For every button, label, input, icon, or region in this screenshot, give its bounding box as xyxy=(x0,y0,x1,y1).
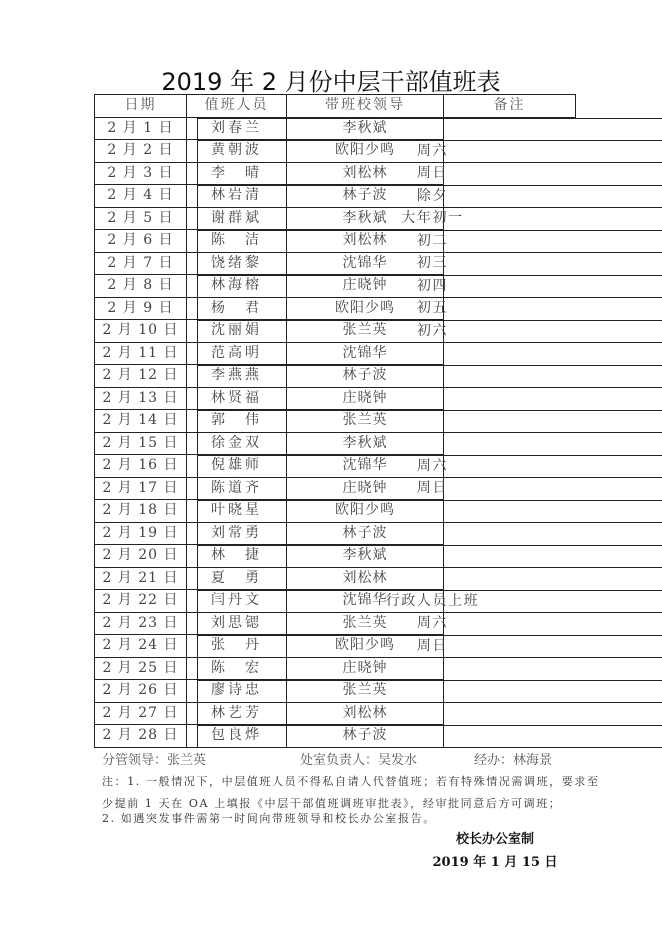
date-cell: 2 月 24 日 xyxy=(95,635,187,658)
header-leader: 带班校领导 xyxy=(287,95,444,118)
table-row xyxy=(95,657,576,680)
note-cell: 周日 xyxy=(197,162,662,186)
leader-cell: 林子波 xyxy=(287,185,444,208)
person-cell: 叶晓星 xyxy=(187,500,287,523)
person-cell: 饶绪黎 xyxy=(187,252,287,275)
note-cell xyxy=(197,522,662,546)
table-row xyxy=(95,207,576,230)
table-row xyxy=(95,320,576,343)
table-row xyxy=(95,185,576,208)
leader-cell: 李秋斌 xyxy=(287,117,444,140)
table-row xyxy=(95,252,576,275)
note-cell: 初二 xyxy=(197,230,662,254)
date-cell: 2 月 10 日 xyxy=(95,320,187,343)
note-cell: 行政人员上班 xyxy=(197,590,662,614)
person-cell: 夏 勇 xyxy=(187,567,287,590)
date-cell: 2 月 28 日 xyxy=(95,725,187,748)
table-row xyxy=(95,522,576,545)
note-cell xyxy=(197,567,662,591)
leader-cell: 刘松林 xyxy=(287,567,444,590)
header-person: 值班人员 xyxy=(187,95,287,118)
handler-label: 经办：林海景 xyxy=(474,753,553,768)
table-row xyxy=(95,680,576,703)
leader-cell: 张兰英 xyxy=(287,320,444,343)
leader-cell: 林子波 xyxy=(287,365,444,388)
table-row xyxy=(95,140,576,163)
note-cell: 初三 xyxy=(197,252,662,276)
dept-head-label: 处室负责人：吴发水 xyxy=(300,753,418,768)
table-row xyxy=(95,612,576,635)
note-cell xyxy=(197,365,662,389)
table-row xyxy=(95,230,576,253)
table-row xyxy=(95,567,576,590)
header-date: 日期 xyxy=(95,95,187,118)
person-cell: 陈 宏 xyxy=(187,657,287,680)
person-cell: 倪雄师 xyxy=(187,455,287,478)
table-row xyxy=(95,635,576,658)
date-cell: 2 月 15 日 xyxy=(95,432,187,455)
person-cell: 包良烨 xyxy=(187,725,287,748)
table-row xyxy=(95,590,576,613)
date-cell: 2 月 13 日 xyxy=(95,387,187,410)
person-cell: 张 丹 xyxy=(187,635,287,658)
table-row xyxy=(95,117,576,140)
date-cell: 2 月 12 日 xyxy=(95,365,187,388)
note-cell: 周六 xyxy=(197,455,662,479)
leader-cell: 欧阳少鸣 xyxy=(287,635,444,658)
leader-cell: 沈锦华 xyxy=(287,342,444,365)
person-cell: 林贤福 xyxy=(187,387,287,410)
leader-cell: 张兰英 xyxy=(287,680,444,703)
note-line-3: 2. 如遇突发事件需第一时间向带班领导和校长办公室报告。 xyxy=(102,812,436,825)
leader-cell: 沈锦华 xyxy=(287,455,444,478)
table-row xyxy=(95,297,576,320)
table-row xyxy=(95,410,576,433)
date-cell: 2 月 23 日 xyxy=(95,612,187,635)
leader-cell: 沈锦华 xyxy=(287,252,444,275)
person-cell: 杨 君 xyxy=(187,297,287,320)
person-cell: 闫丹文 xyxy=(187,590,287,613)
leader-cell: 欧阳少鸣 xyxy=(287,140,444,163)
person-cell: 林 捷 xyxy=(187,545,287,568)
note-cell: 初五 xyxy=(197,297,662,321)
person-cell: 徐金双 xyxy=(187,432,287,455)
person-cell: 林艺芳 xyxy=(187,702,287,725)
table-row xyxy=(95,365,576,388)
note-cell xyxy=(197,342,662,366)
note-cell xyxy=(197,657,662,681)
note-cell: 大年初一 xyxy=(197,207,662,231)
date-cell: 2 月 22 日 xyxy=(95,590,187,613)
date-cell: 2 月 5 日 xyxy=(95,207,187,230)
date-cell: 2 月 26 日 xyxy=(95,680,187,703)
note-cell: 周日 xyxy=(197,635,662,659)
leader-cell: 李秋斌 xyxy=(287,207,444,230)
person-cell: 刘思锶 xyxy=(187,612,287,635)
date-cell: 2 月 18 日 xyxy=(95,500,187,523)
leader-cell: 沈锦华 xyxy=(287,590,444,613)
supervisor-label: 分管领导：张兰英 xyxy=(102,753,207,768)
person-cell: 沈丽娟 xyxy=(187,320,287,343)
date-cell: 2 月 9 日 xyxy=(95,297,187,320)
person-cell: 范高明 xyxy=(187,342,287,365)
note-cell xyxy=(197,680,662,704)
person-cell: 廖诗忠 xyxy=(187,680,287,703)
date-cell: 2 月 7 日 xyxy=(95,252,187,275)
leader-cell: 张兰英 xyxy=(287,612,444,635)
note-line-1: 注：1. 一般情况下，中层值班人员不得私自请人代替值班；若有特殊情况需调班，要求至 xyxy=(102,775,600,788)
date-cell: 2 月 19 日 xyxy=(95,522,187,545)
leader-cell: 庄晓钟 xyxy=(287,657,444,680)
date-cell: 2 月 11 日 xyxy=(95,342,187,365)
date-cell: 2 月 1 日 xyxy=(95,117,187,140)
issuer: 校长办公室制 xyxy=(455,832,534,847)
note-cell xyxy=(197,725,662,749)
date-cell: 2 月 4 日 xyxy=(95,185,187,208)
note-cell xyxy=(197,500,662,524)
person-cell: 陈 洁 xyxy=(187,230,287,253)
note-cell xyxy=(197,432,662,456)
table-row xyxy=(95,702,576,725)
table-row xyxy=(95,432,576,455)
date-cell: 2 月 20 日 xyxy=(95,545,187,568)
note-cell xyxy=(197,545,662,569)
issue-date: 2019 年 1 月 15 日 xyxy=(432,855,558,870)
table-row xyxy=(95,162,576,185)
table-row xyxy=(95,500,576,523)
note-cell: 周日 xyxy=(197,477,662,501)
person-cell: 刘春兰 xyxy=(187,117,287,140)
note-cell: 周六 xyxy=(197,612,662,636)
table-row xyxy=(95,725,576,748)
date-cell: 2 月 17 日 xyxy=(95,477,187,500)
person-cell: 李 晴 xyxy=(187,162,287,185)
date-cell: 2 月 25 日 xyxy=(95,657,187,680)
leader-cell: 刘松林 xyxy=(287,230,444,253)
leader-cell: 张兰英 xyxy=(287,410,444,433)
date-cell: 2 月 27 日 xyxy=(95,702,187,725)
person-cell: 林岩清 xyxy=(187,185,287,208)
leader-cell: 庄晓钟 xyxy=(287,387,444,410)
leader-cell: 李秋斌 xyxy=(287,545,444,568)
leader-cell: 欧阳少鸣 xyxy=(287,297,444,320)
note-line-2: 少提前 1 天在 OA 上填报《中层干部值班调班审批表》，经审批同意后方可调班； xyxy=(102,797,562,810)
person-cell: 郭 伟 xyxy=(187,410,287,433)
table-row xyxy=(95,455,576,478)
leader-cell: 庄晓钟 xyxy=(287,275,444,298)
note-cell xyxy=(197,410,662,434)
table-row xyxy=(95,545,576,568)
note-cell: 周六 xyxy=(197,140,662,164)
date-cell: 2 月 6 日 xyxy=(95,230,187,253)
leader-cell: 刘松林 xyxy=(287,162,444,185)
table-row xyxy=(95,275,576,298)
note-cell: 初四 xyxy=(197,275,662,299)
leader-cell: 欧阳少鸣 xyxy=(287,500,444,523)
table-header-row xyxy=(95,95,576,118)
duty-schedule-table xyxy=(94,94,576,748)
person-cell: 刘常勇 xyxy=(187,522,287,545)
leader-cell: 庄晓钟 xyxy=(287,477,444,500)
date-cell: 2 月 3 日 xyxy=(95,162,187,185)
document-title: 2019 年 2 月份中层干部值班表 xyxy=(161,68,501,96)
table-row xyxy=(95,477,576,500)
note-cell: 初六 xyxy=(197,320,662,344)
person-cell: 黄朝波 xyxy=(187,140,287,163)
leader-cell: 李秋斌 xyxy=(287,432,444,455)
person-cell: 谢群斌 xyxy=(187,207,287,230)
note-cell xyxy=(197,387,662,411)
table-body xyxy=(95,117,576,747)
note-cell xyxy=(197,702,662,726)
person-cell: 林海榕 xyxy=(187,275,287,298)
date-cell: 2 月 8 日 xyxy=(95,275,187,298)
person-cell: 李燕燕 xyxy=(187,365,287,388)
table-row xyxy=(95,387,576,410)
note-cell: 除夕 xyxy=(197,185,662,209)
date-cell: 2 月 14 日 xyxy=(95,410,187,433)
note-cell xyxy=(197,118,662,142)
leader-cell: 林子波 xyxy=(287,725,444,748)
date-cell: 2 月 21 日 xyxy=(95,567,187,590)
person-cell: 陈道齐 xyxy=(187,477,287,500)
leader-cell: 刘松林 xyxy=(287,702,444,725)
table-row xyxy=(95,342,576,365)
leader-cell: 林子波 xyxy=(287,522,444,545)
date-cell: 2 月 16 日 xyxy=(95,455,187,478)
header-note: 备注 xyxy=(444,95,576,118)
date-cell: 2 月 2 日 xyxy=(95,140,187,163)
